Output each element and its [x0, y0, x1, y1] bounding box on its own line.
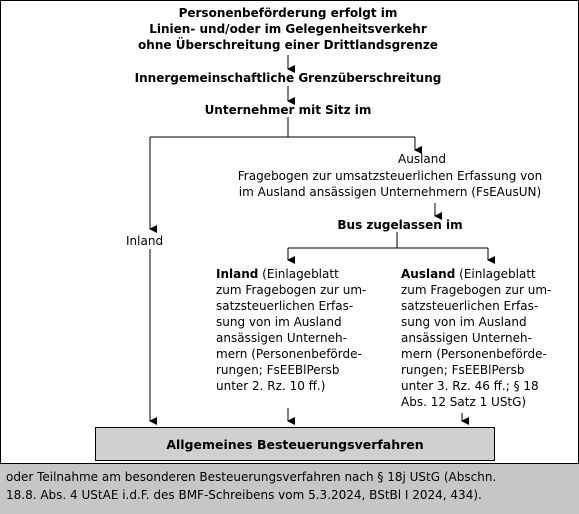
- leaf-inland-line-7: rungen; FsEEBlPersb: [216, 363, 340, 377]
- branch-inland-label: Inland: [126, 234, 164, 248]
- leaf-ausland-line-2: zum Fragebogen zur um-: [401, 283, 552, 297]
- leaf-ausland-line-9: Abs. 12 Satz 1 UStG): [401, 395, 527, 409]
- leaf-ausland-line-1: (Einlageblatt: [455, 267, 536, 281]
- leaf-ausland-line-8: unter 3. Rz. 46 ff.; § 18: [401, 379, 539, 393]
- leaf-inland-line-3: satzsteuerlichen Erfas-: [216, 299, 354, 313]
- fragebogen-line-2: im Ausland ansässigen Unternehmern (FsEAusUN): [238, 185, 542, 199]
- footnote-line-2: 18.8. Abs. 4 UStAE i.d.F. des BMF-Schreibens vom 5.3.2024, BStBl I 2024, 434).: [6, 488, 482, 502]
- header-line-1: Personenbeförderung erfolgt im: [178, 6, 398, 20]
- leaf-inland: [216, 266, 366, 394]
- leaf-ausland-line-7: rungen; FsEEBlPersb: [401, 363, 525, 377]
- leaf-ausland-line-4: sung von im Ausland: [401, 315, 527, 329]
- header-line-3: ohne Überschreitung einer Drittlandsgrenze: [138, 38, 438, 52]
- final-box-label: Allgemeines Besteuerungsverfahren: [166, 436, 424, 452]
- leaf-ausland: [401, 266, 551, 410]
- step-crossing: Innergemeinschaftliche Grenzüberschreitung: [134, 71, 442, 85]
- leaf-ausland-line-6: mern (Personenbeförde-: [401, 347, 547, 361]
- leaf-inland-line-6: mern (Personenbeförde-: [216, 347, 362, 361]
- final-box: [95, 427, 495, 461]
- footnote: [0, 463, 579, 514]
- fragebogen-line-1: Fragebogen zur umsatzsteuerlichen Erfassung von: [237, 169, 543, 183]
- step-bus: Bus zugelassen im: [337, 218, 463, 232]
- leaf-ausland-line-5: ansässigen Unterneh-: [401, 331, 532, 345]
- leaf-inland-line-2: zum Fragebogen zur um-: [216, 283, 367, 297]
- leaf-inland-line-5: ansässigen Unterneh-: [216, 331, 347, 345]
- leaf-inland-line-8: unter 2. Rz. 10 ff.): [216, 379, 326, 393]
- leaf-inland-title: Inland: [216, 267, 259, 281]
- leaf-inland-line-1: (Einlageblatt: [258, 267, 339, 281]
- branch-ausland-label: Ausland: [398, 152, 446, 166]
- leaf-ausland-title: Ausland: [401, 267, 456, 281]
- step-seat: Unternehmer mit Sitz im: [204, 103, 372, 117]
- header-line-2: Linien- und/oder im Gelegenheitsverkehr: [149, 22, 427, 36]
- leaf-ausland-line-3: satzsteuerlichen Erfas-: [401, 299, 539, 313]
- leaf-inland-line-4: sung von im Ausland: [216, 315, 342, 329]
- footnote-line-1: oder Teilnahme am besonderen Besteuerungsverfahren nach § 18j UStG (Abschn.: [6, 470, 497, 484]
